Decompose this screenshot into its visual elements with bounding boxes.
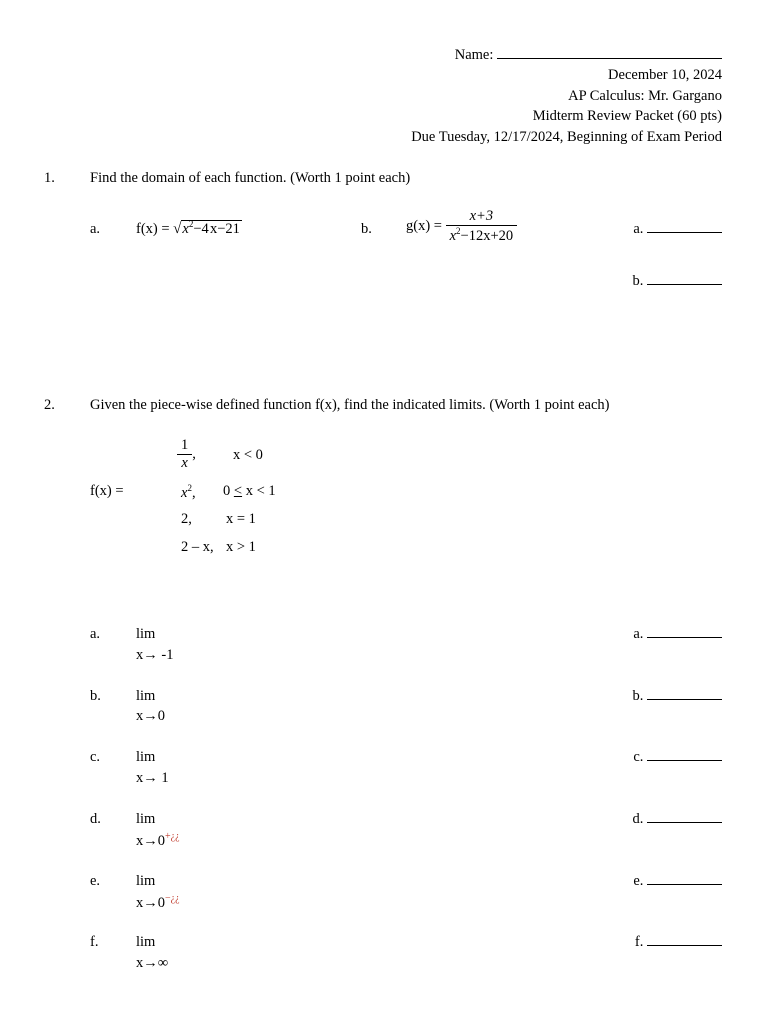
limit-a-label: a. [90, 626, 101, 642]
q1b-numerator: x+3 [469, 208, 494, 224]
piece-1-fraction: $\frac{1}{x}$ [177, 437, 192, 472]
limit-f-answer[interactable]: f. [635, 934, 722, 951]
answer-blank[interactable] [647, 760, 722, 761]
name-blank[interactable] [497, 58, 722, 59]
limit-d-lim: lim [136, 811, 156, 827]
piecewise-f-label: f(x) = [90, 483, 124, 499]
q1a-exp: 2 [188, 219, 194, 229]
limit-b-approach: x→0 [136, 708, 165, 724]
q1b-denominator: $x^2-12x+20$ [446, 225, 518, 245]
limit-c-lim: lim [136, 749, 156, 765]
q1a-func-label: f(x) = [136, 221, 170, 237]
limit-e-label: e. [90, 873, 101, 889]
name-field[interactable] [455, 47, 722, 64]
radical-sign-icon: √ [173, 221, 182, 237]
q1-answer-b[interactable] [633, 273, 723, 290]
q1a-rest: −4 x−21 [193, 221, 240, 237]
answer-label: a. [633, 221, 644, 237]
q1b-func-label: g(x) = [406, 218, 442, 234]
header-date: December 10, 2024 [608, 67, 722, 83]
piece-1-condition: x < 0 [233, 447, 263, 463]
limit-c-answer[interactable]: c. [633, 749, 722, 766]
limit-b-answer[interactable]: b. [633, 688, 723, 705]
answer-blank[interactable] [647, 945, 722, 946]
limit-a-approach: x→ -1 [136, 647, 174, 663]
header-due: Due Tuesday, 12/17/2024, Beginning of Exam Period [411, 129, 722, 145]
piece-4-condition: x > 1 [226, 539, 256, 555]
answer-blank[interactable] [647, 699, 722, 700]
piece-4-expression: 2 – x, [181, 539, 214, 555]
limit-b-label: b. [90, 688, 101, 704]
limit-e-lim: lim [136, 873, 156, 889]
q1a-expression [136, 219, 242, 238]
limit-f-label: f. [90, 934, 99, 950]
q1b-expression [406, 208, 517, 245]
q2-prompt: Given the piece-wise defined function f(x), find the indicated limits. (Worth 1 point each) [90, 397, 610, 413]
q1b-fraction [446, 208, 518, 245]
answer-blank[interactable] [647, 284, 722, 285]
piece-1-expression: $\frac{1}{x}$ , [177, 437, 196, 472]
q1a-x: x [182, 221, 189, 237]
q1-answer-a[interactable] [633, 221, 722, 238]
q1-prompt: Find the domain of each function. (Worth 1 point each) [90, 170, 411, 186]
name-label: Name: [454, 47, 494, 63]
answer-blank[interactable] [647, 884, 722, 885]
q2-number: 2. [44, 397, 55, 413]
limit-f-approach: x→∞ [136, 955, 169, 971]
limit-d-sidemark: +¿¿ [165, 831, 180, 842]
limit-a-lim: lim [136, 626, 156, 642]
answer-blank[interactable] [647, 637, 722, 638]
piece-2-expression: $x^2$, [181, 483, 196, 501]
limit-c-label: c. [90, 749, 101, 765]
limit-e-answer[interactable]: e. [633, 873, 722, 890]
limit-f-lim: lim [136, 934, 156, 950]
answer-blank[interactable] [647, 232, 722, 233]
answer-label: b. [632, 273, 644, 289]
limit-b-lim: lim [136, 688, 156, 704]
limit-d-label: d. [90, 811, 101, 827]
piece-3-expression: 2, [181, 511, 192, 527]
square-root [173, 219, 242, 238]
limit-d-approach: x→0+¿¿ [136, 831, 180, 849]
q1-number: 1. [44, 170, 55, 186]
limit-e-approach: x→0−¿¿ [136, 893, 180, 911]
q1a-label: a. [90, 221, 101, 237]
limit-d-answer[interactable]: d. [633, 811, 723, 828]
piece-2-condition: 0 < x < 1 [223, 483, 276, 499]
limit-e-sidemark: −¿¿ [165, 893, 180, 904]
answer-blank[interactable] [647, 822, 722, 823]
piece-3-condition: x = 1 [226, 511, 256, 527]
q1b-label: b. [361, 221, 372, 237]
limit-a-answer[interactable]: a. [633, 626, 722, 643]
limit-c-approach: x→ 1 [136, 770, 169, 786]
header-title: Midterm Review Packet (60 pts) [532, 108, 722, 124]
header-course: AP Calculus: Mr. Gargano [568, 88, 722, 104]
